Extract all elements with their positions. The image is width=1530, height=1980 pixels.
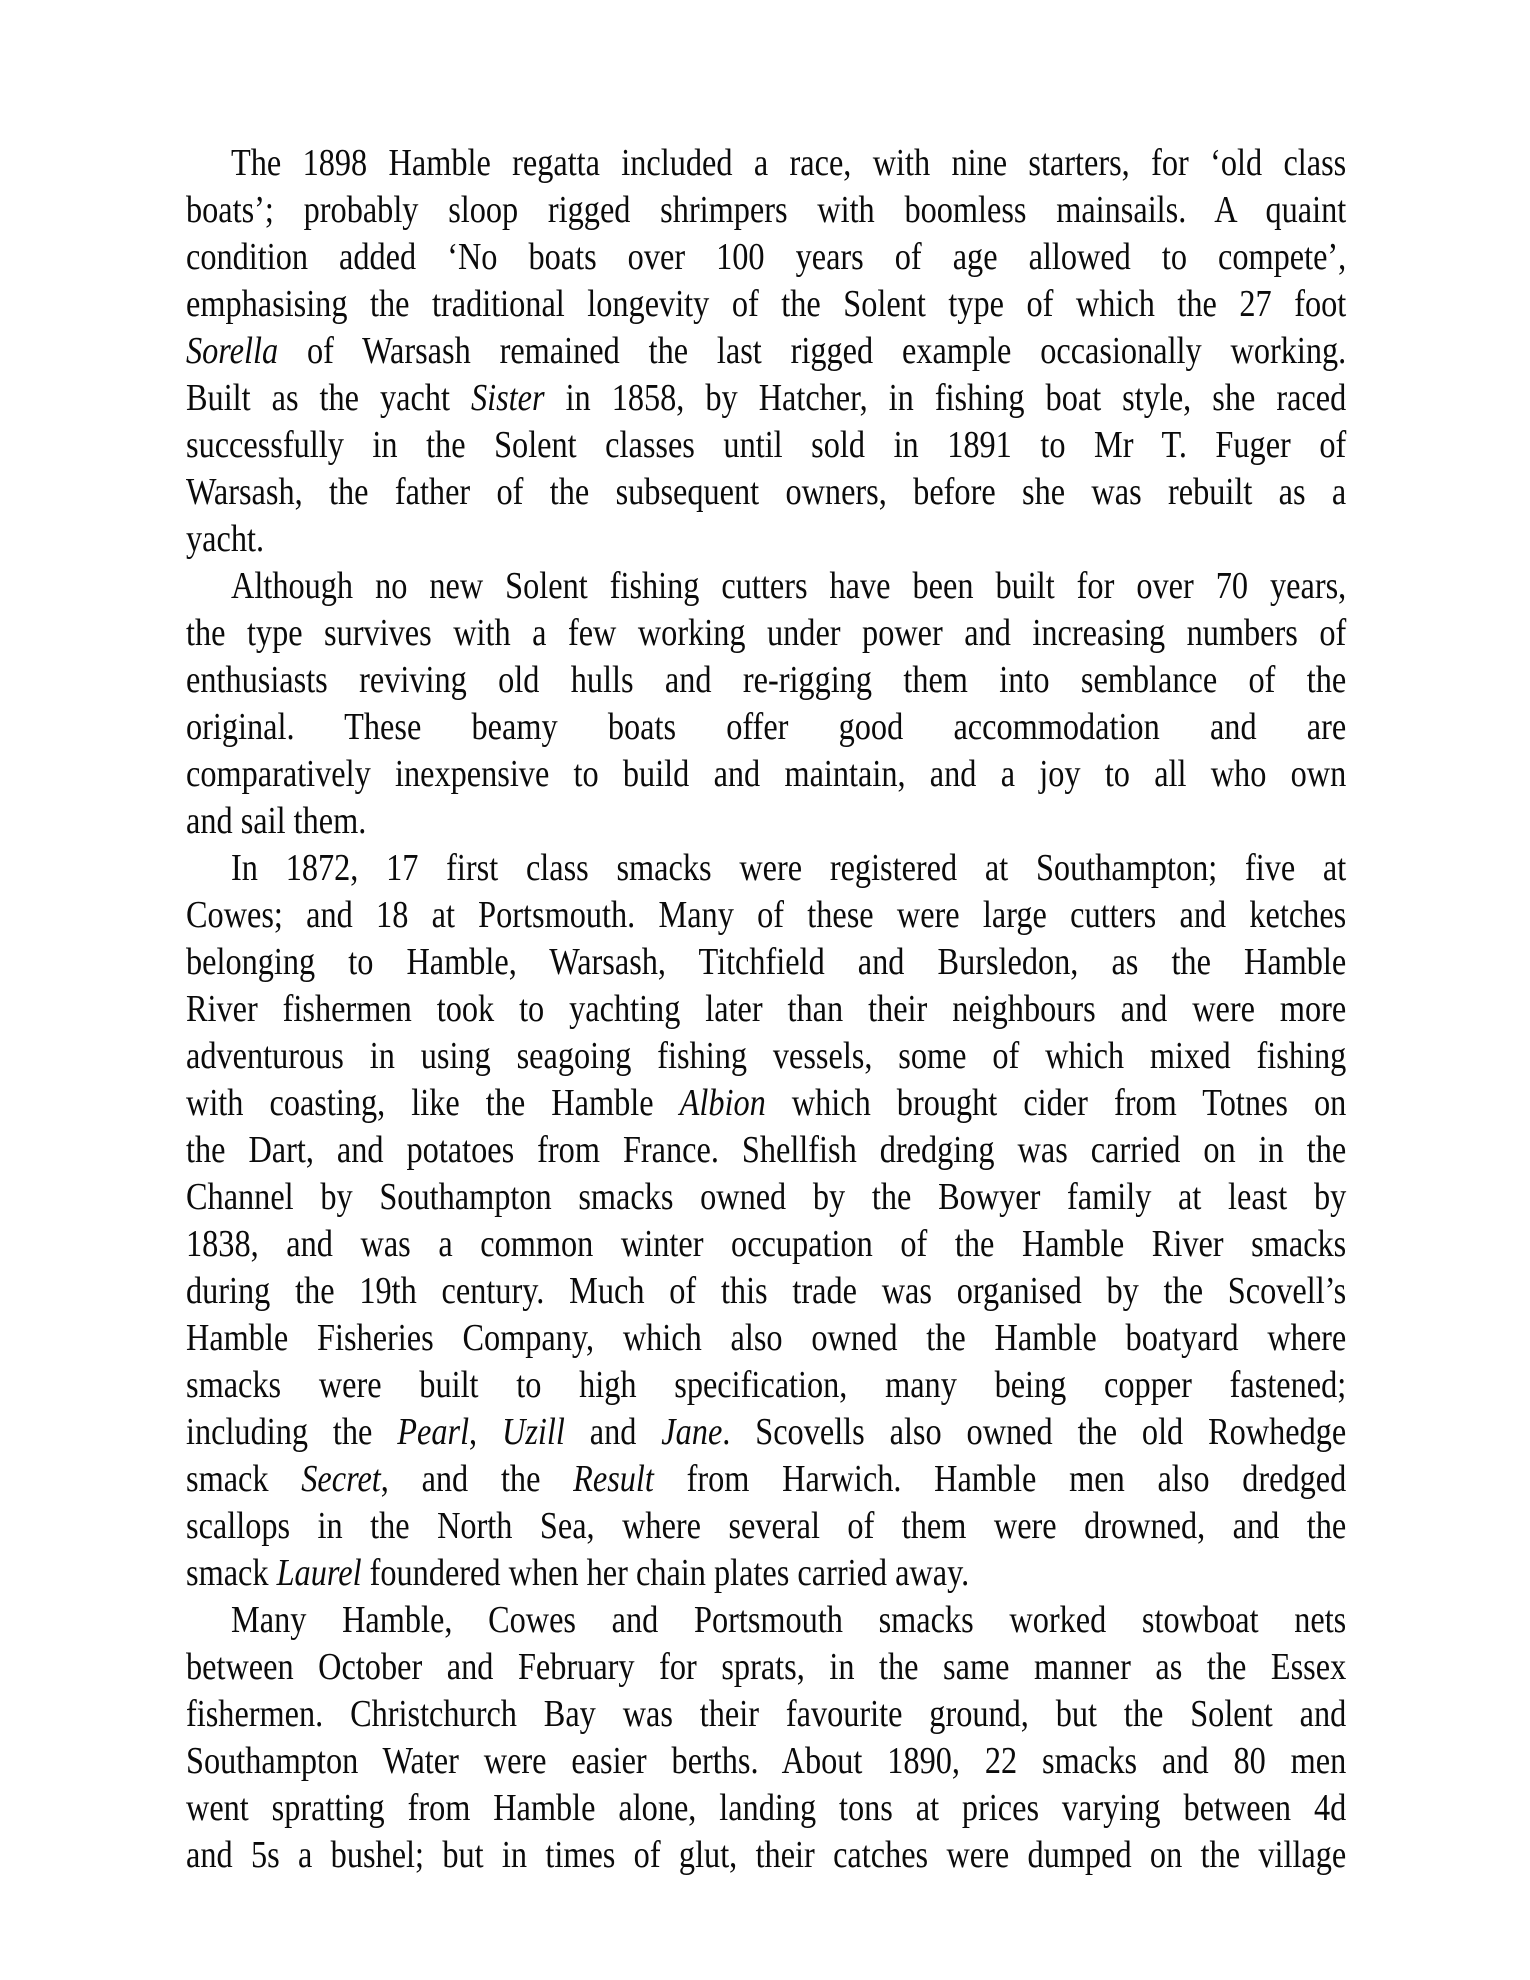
text-line bbox=[186, 986, 1346, 1033]
text-run: In 1872, 17 first class smacks were registered at Southampton; five at bbox=[231, 847, 1347, 889]
text-line bbox=[186, 1409, 1346, 1456]
text-line bbox=[186, 516, 1346, 563]
paragraph bbox=[186, 1597, 1346, 1879]
text-line bbox=[186, 1503, 1346, 1550]
text-run: enthusiasts reviving old hulls and re-rigging them into semblance of the bbox=[186, 659, 1347, 701]
text-run: and bbox=[564, 1411, 662, 1453]
text-run: condition added ‘No boats over 100 years of age allowed to compete’, bbox=[186, 236, 1347, 278]
text-run: Cowes; and 18 at Portsmouth. Many of these were large cutters and ketches bbox=[186, 894, 1347, 936]
text-line bbox=[186, 704, 1346, 751]
text-line bbox=[186, 1644, 1346, 1691]
text-run: original. These beamy boats offer good accommodation and are bbox=[186, 706, 1347, 748]
text-run: Built as the yacht bbox=[186, 377, 471, 419]
text-line bbox=[186, 1456, 1346, 1503]
text-run: Hamble Fisheries Company, which also owned the Hamble boatyard where bbox=[186, 1317, 1347, 1359]
text-line bbox=[186, 1597, 1346, 1644]
text-run: emphasising the traditional longevity of the Solent type of which the 27 foot bbox=[186, 283, 1347, 325]
text-run: , bbox=[469, 1411, 503, 1453]
vessel-name-italic: Secret bbox=[301, 1458, 381, 1500]
text-line bbox=[186, 1033, 1346, 1080]
paragraph bbox=[186, 845, 1346, 1597]
text-run: River fishermen took to yachting later than their neighbours and were more bbox=[186, 988, 1347, 1030]
paragraph bbox=[186, 140, 1346, 563]
vessel-name-italic: Laurel bbox=[276, 1552, 362, 1594]
text-run: smack bbox=[186, 1458, 302, 1500]
text-block bbox=[186, 140, 1346, 1879]
text-run: between October and February for sprats, in the same manner as the Essex bbox=[186, 1646, 1347, 1688]
text-line bbox=[186, 892, 1346, 939]
text-run: Southampton Water were easier berths. About 1890, 22 smacks and 80 men bbox=[186, 1740, 1347, 1782]
text-run: 1838, and was a common winter occupation of the Hamble River smacks bbox=[186, 1223, 1347, 1265]
text-run: Many Hamble, Cowes and Portsmouth smacks worked stowboat nets bbox=[231, 1599, 1347, 1641]
vessel-name-italic: Jane bbox=[661, 1411, 723, 1453]
vessel-name-italic: Pearl bbox=[397, 1411, 470, 1453]
text-line bbox=[186, 140, 1346, 187]
text-run: . Scovells also owned the old Rowhedge bbox=[722, 1411, 1347, 1453]
text-run: fishermen. Christchurch Bay was their favourite ground, but the Solent and bbox=[186, 1693, 1347, 1735]
text-line bbox=[186, 1550, 1346, 1597]
vessel-name-italic: Result bbox=[573, 1458, 654, 1500]
vessel-name-italic: Sorella bbox=[186, 330, 279, 372]
text-run: Channel by Southampton smacks owned by the Bowyer family at least by bbox=[186, 1176, 1347, 1218]
text-line bbox=[186, 610, 1346, 657]
text-run: smack bbox=[186, 1552, 277, 1594]
text-line bbox=[186, 1221, 1346, 1268]
text-run: Warsash, the father of the subsequent owners, before she was rebuilt as a bbox=[186, 471, 1347, 513]
text-run: and 5s a bushel; but in times of glut, their catches were dumped on the village bbox=[186, 1834, 1347, 1876]
text-run: The 1898 Hamble regatta included a race, with nine starters, for ‘old class bbox=[231, 142, 1347, 184]
text-line bbox=[186, 1691, 1346, 1738]
text-line bbox=[186, 328, 1346, 375]
text-run: with coasting, like the Hamble bbox=[186, 1082, 680, 1124]
text-run: including the bbox=[186, 1411, 398, 1453]
text-line bbox=[186, 798, 1346, 845]
text-run: comparatively inexpensive to build and maintain, and a joy to all who own bbox=[186, 753, 1347, 795]
text-run: scallops in the North Sea, where several of them were drowned, and the bbox=[186, 1505, 1347, 1547]
text-line bbox=[186, 1080, 1346, 1127]
text-run: successfully in the Solent classes until sold in 1891 to Mr T. Fuger of bbox=[186, 424, 1347, 466]
text-line bbox=[186, 563, 1346, 610]
text-line bbox=[186, 1738, 1346, 1785]
text-line bbox=[186, 1832, 1346, 1879]
text-line bbox=[186, 1315, 1346, 1362]
text-run: boats’; probably sloop rigged shrimpers with boomless mainsails. A quaint bbox=[186, 189, 1347, 231]
text-line bbox=[186, 187, 1346, 234]
vessel-name-italic: Albion bbox=[679, 1082, 766, 1124]
text-line bbox=[186, 281, 1346, 328]
text-run: Although no new Solent fishing cutters have been built for over 70 years, bbox=[231, 565, 1347, 607]
text-run: in 1858, by Hatcher, in fishing boat style, she raced bbox=[544, 377, 1347, 419]
text-line bbox=[186, 422, 1346, 469]
text-run: foundered when her chain plates carried away. bbox=[361, 1552, 970, 1594]
text-run: , and the bbox=[380, 1458, 574, 1500]
text-line bbox=[186, 1268, 1346, 1315]
text-line bbox=[186, 1127, 1346, 1174]
text-run: and sail them. bbox=[186, 800, 367, 842]
paragraph bbox=[186, 563, 1346, 845]
text-run: went spratting from Hamble alone, landing tons at prices varying between 4d bbox=[186, 1787, 1347, 1829]
vessel-name-italic: Uzill bbox=[502, 1411, 565, 1453]
text-run: the Dart, and potatoes from France. Shellfish dredging was carried on in the bbox=[186, 1129, 1347, 1171]
text-line bbox=[186, 1362, 1346, 1409]
text-line bbox=[186, 1785, 1346, 1832]
text-run: smacks were built to high specification, many being copper fastened; bbox=[186, 1364, 1347, 1406]
text-line bbox=[186, 751, 1346, 798]
text-line bbox=[186, 375, 1346, 422]
text-run: yacht. bbox=[186, 518, 265, 560]
text-run: the type survives with a few working under power and increasing numbers of bbox=[186, 612, 1347, 654]
text-line bbox=[186, 234, 1346, 281]
text-line bbox=[186, 939, 1346, 986]
vessel-name-italic: Sister bbox=[470, 377, 545, 419]
text-line bbox=[186, 469, 1346, 516]
text-run: adventurous in using seagoing fishing vessels, some of which mixed fishing bbox=[186, 1035, 1347, 1077]
text-line bbox=[186, 1174, 1346, 1221]
text-run: of Warsash remained the last rigged example occasionally working. bbox=[278, 330, 1347, 372]
text-run: which brought cider from Totnes on bbox=[765, 1082, 1347, 1124]
text-run: during the 19th century. Much of this trade was organised by the Scovell’s bbox=[186, 1270, 1347, 1312]
text-run: from Harwich. Hamble men also dredged bbox=[653, 1458, 1347, 1500]
text-line bbox=[186, 657, 1346, 704]
text-line bbox=[186, 845, 1346, 892]
text-run: belonging to Hamble, Warsash, Titchfield and Bursledon, as the Hamble bbox=[186, 941, 1347, 983]
